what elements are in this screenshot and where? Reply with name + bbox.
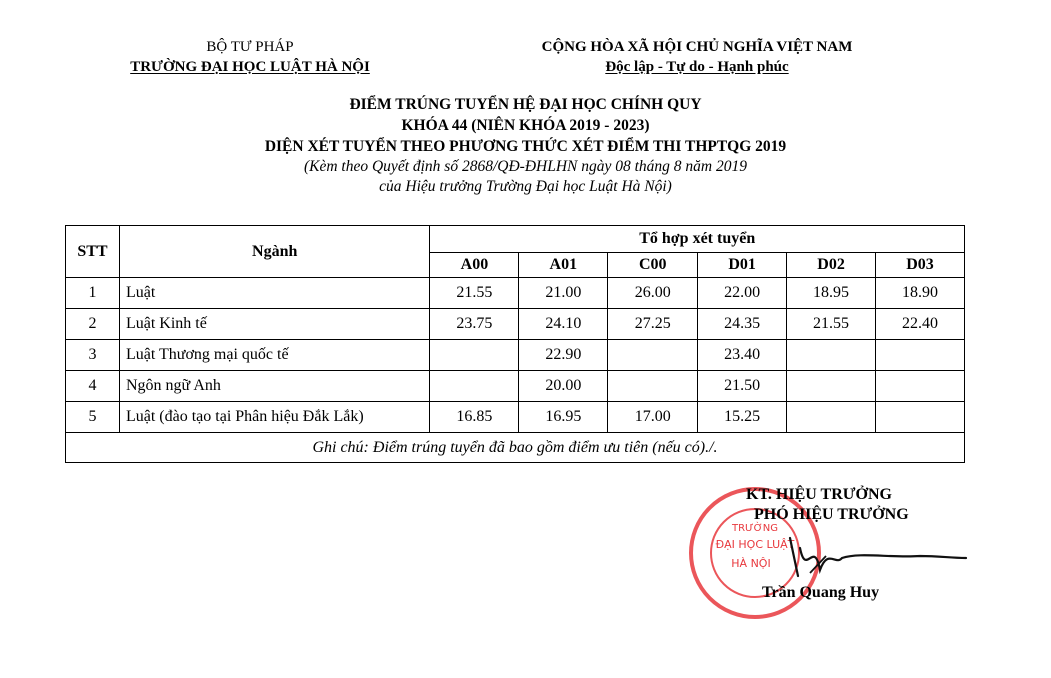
- document-titles: [0, 94, 1051, 197]
- motto: Độc lập - Tự do - Hạnh phúc: [605, 59, 789, 75]
- header-combination-group: Tổ hợp xét tuyển: [430, 226, 965, 253]
- subtitle-line-1: (Kèm theo Quyết định số 2868/QĐ-ĐHLHN ngày 08 tháng 8 năm 2019: [303, 158, 747, 175]
- signer-name: Trần Quang Huy: [762, 584, 880, 601]
- score-cell: 24.10: [519, 309, 608, 340]
- header-left: [100, 37, 400, 77]
- country-name: CỘNG HÒA XÃ HỘI CHỦ NGHĨA VIỆT NAM: [541, 39, 853, 55]
- score-cell: 22.90: [519, 340, 608, 371]
- score-cell: [430, 371, 519, 402]
- note-row: [66, 433, 965, 463]
- header-subcol: A00: [430, 253, 519, 278]
- university-name: TRƯỜNG ĐẠI HỌC LUẬT HÀ NỘI: [130, 59, 370, 75]
- row-nganh: Luật Thương mại quốc tế: [119, 340, 430, 371]
- title-line-1: ĐIỂM TRÚNG TUYỂN HỆ ĐẠI HỌC CHÍNH QUY: [349, 96, 702, 113]
- title-line-3: DIỆN XÉT TUYỂN THEO PHƯƠNG THỨC XÉT ĐIỂM THI THPTQG 2019: [264, 138, 787, 155]
- row-stt: 2: [66, 309, 120, 340]
- ministry-name: BỘ TƯ PHÁP: [206, 39, 294, 55]
- table-row: [66, 402, 965, 433]
- score-cell: 16.85: [430, 402, 519, 433]
- row-stt: 3: [66, 340, 120, 371]
- row-nganh: Luật (đào tạo tại Phân hiệu Đắk Lắk): [119, 402, 430, 433]
- score-cell: 15.25: [698, 402, 787, 433]
- score-cell: [787, 340, 876, 371]
- header-subcol: D01: [698, 253, 787, 278]
- row-stt: 5: [66, 402, 120, 433]
- score-cell: 17.00: [608, 402, 698, 433]
- score-cell: 16.95: [519, 402, 608, 433]
- table-row: [66, 278, 965, 309]
- score-cell: 18.95: [787, 278, 876, 309]
- score-cell: [876, 371, 965, 402]
- svg-text:TRƯỜNG: TRƯỜNG: [732, 523, 778, 534]
- score-cell: 23.75: [430, 309, 519, 340]
- score-cell: [876, 340, 965, 371]
- score-cell: 20.00: [519, 371, 608, 402]
- score-cell: 23.40: [698, 340, 787, 371]
- admission-scores-table: [65, 225, 965, 463]
- header-subcol: D03: [876, 253, 965, 278]
- score-cell: [608, 371, 698, 402]
- table-row: [66, 371, 965, 402]
- score-cell: 21.00: [519, 278, 608, 309]
- row-nganh: Luật Kinh tế: [119, 309, 430, 340]
- header-subcol: D02: [787, 253, 876, 278]
- row-nganh: Luật: [119, 278, 430, 309]
- score-cell: [876, 402, 965, 433]
- subtitle-line-2: của Hiệu trưởng Trường Đại học Luật Hà Nội): [379, 178, 672, 195]
- table-note: Ghi chú: Điểm trúng tuyển đã bao gồm điểm ưu tiên (nếu có)./.: [66, 433, 965, 463]
- score-cell: 22.00: [698, 278, 787, 309]
- header-nganh: Ngành: [119, 226, 430, 278]
- header-right: [507, 37, 887, 77]
- header-subcol: A01: [519, 253, 608, 278]
- score-cell: [608, 340, 698, 371]
- svg-text:ĐẠI HỌC LUẬT: ĐẠI HỌC LUẬT: [715, 538, 795, 551]
- score-cell: [787, 402, 876, 433]
- score-cell: 22.40: [876, 309, 965, 340]
- score-cell: 26.00: [608, 278, 698, 309]
- signature-title-2: PHÓ HIỆU TRƯỞNG: [754, 506, 909, 523]
- score-cell: [430, 340, 519, 371]
- table-row: [66, 309, 965, 340]
- score-cell: [787, 371, 876, 402]
- score-cell: 24.35: [698, 309, 787, 340]
- score-cell: 21.55: [430, 278, 519, 309]
- signature-title-1: KT. HIỆU TRƯỞNG: [746, 486, 892, 503]
- title-line-2: KHÓA 44 (NIÊN KHÓA 2019 - 2023): [401, 117, 650, 134]
- header-stt: STT: [66, 226, 120, 278]
- score-cell: 21.55: [787, 309, 876, 340]
- row-stt: 4: [66, 371, 120, 402]
- svg-text:HÀ NỘI: HÀ NỘI: [731, 557, 771, 570]
- score-cell: 27.25: [608, 309, 698, 340]
- score-cell: 21.50: [698, 371, 787, 402]
- handwritten-signature-icon: [770, 528, 970, 598]
- row-stt: 1: [66, 278, 120, 309]
- row-nganh: Ngôn ngữ Anh: [119, 371, 430, 402]
- header-subcol: C00: [608, 253, 698, 278]
- table-row: [66, 340, 965, 371]
- score-cell: 18.90: [876, 278, 965, 309]
